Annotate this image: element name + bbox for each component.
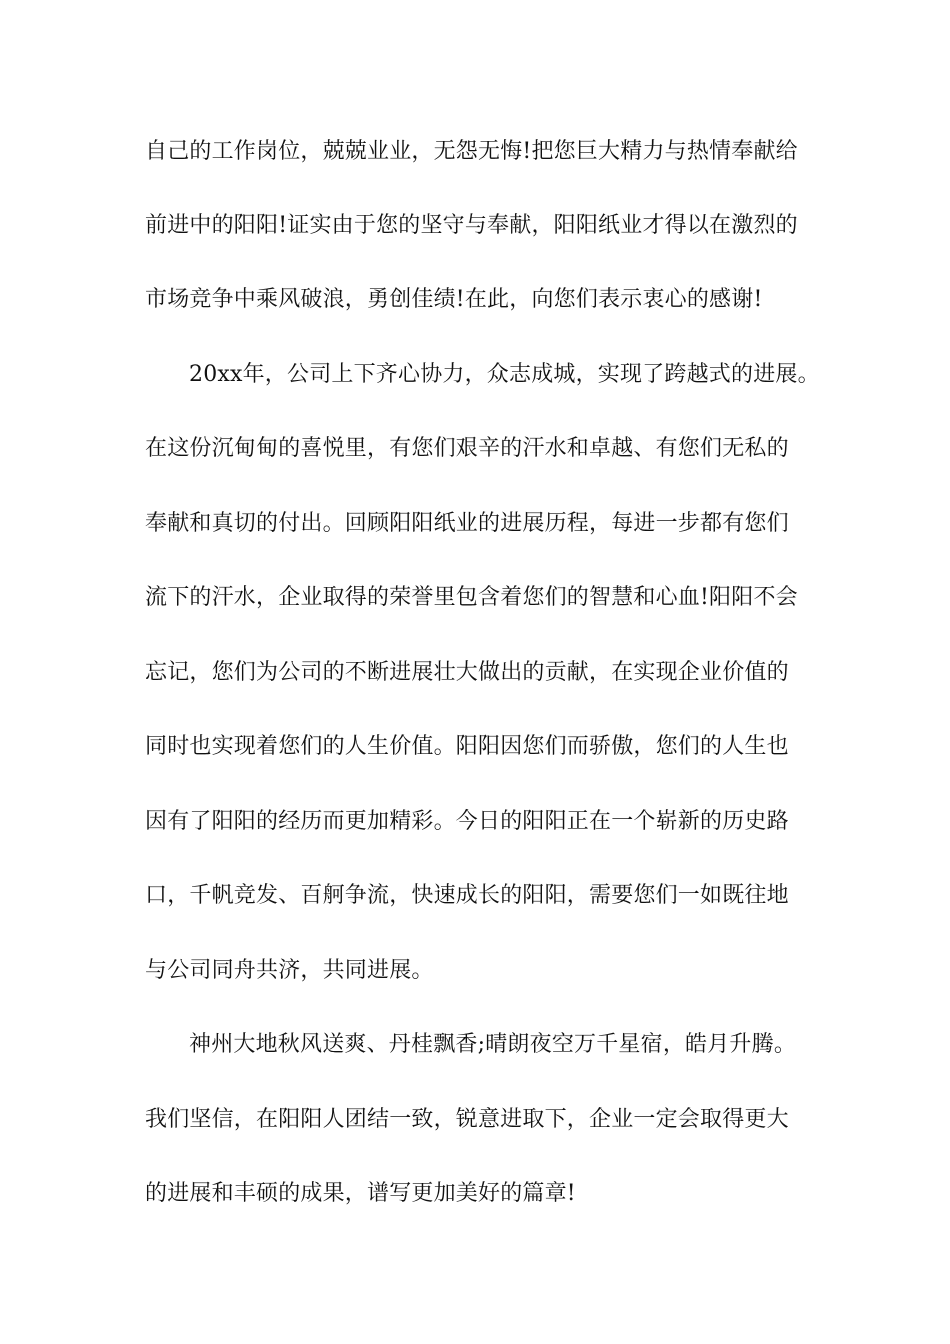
text-line: 忘记，您们为公司的不断进展壮大做出的贡献，在实现企业价值的 — [145, 660, 789, 685]
paragraph-first-line: 神州大地秋风送爽、丹桂飘香;晴朗夜空万千星宿，皓月升腾。 — [189, 1032, 797, 1057]
text-line: 前进中的阳阳!证实由于您的坚守与奉献，阳阳纸业才得以在激烈的 — [145, 213, 798, 238]
text-line: 的进展和丰硕的成果，谱写更加美好的篇章! — [145, 1181, 576, 1206]
text-line: 奉献和真切的付出。回顾阳阳纸业的进展历程，每进一步都有您们 — [145, 511, 789, 536]
text-line: 因有了阳阳的经历而更加精彩。今日的阳阳正在一个崭新的历史路 — [145, 809, 789, 834]
text-line: 同时也实现着您们的人生价值。阳阳因您们而骄傲，您们的人生也 — [145, 734, 789, 759]
text-line: 流下的汗水，企业取得的荣誉里包含着您们的智慧和心血!阳阳不会 — [145, 585, 798, 610]
text-line: 在这份沉甸甸的喜悦里，有您们艰辛的汗水和卓越、有您们无私的 — [145, 436, 789, 461]
text-line: 口，千帆竞发、百舸争流，快速成长的阳阳，需要您们一如既往地 — [145, 883, 789, 908]
text-line: 市场竞争中乘风破浪，勇创佳绩!在此，向您们表示衷心的感谢! — [145, 287, 763, 312]
text-line: 自己的工作岗位，兢兢业业，无怨无悔!把您巨大精力与热情奉献给 — [145, 139, 798, 164]
text-line: 我们坚信，在阳阳人团结一致，锐意进取下，企业一定会取得更大 — [145, 1107, 789, 1132]
paragraph-first-line: 20xx年，公司上下齐心协力，众志成城，实现了跨越式的进展。 — [189, 362, 820, 387]
text-line: 与公司同舟共济，共同进展。 — [145, 958, 434, 983]
